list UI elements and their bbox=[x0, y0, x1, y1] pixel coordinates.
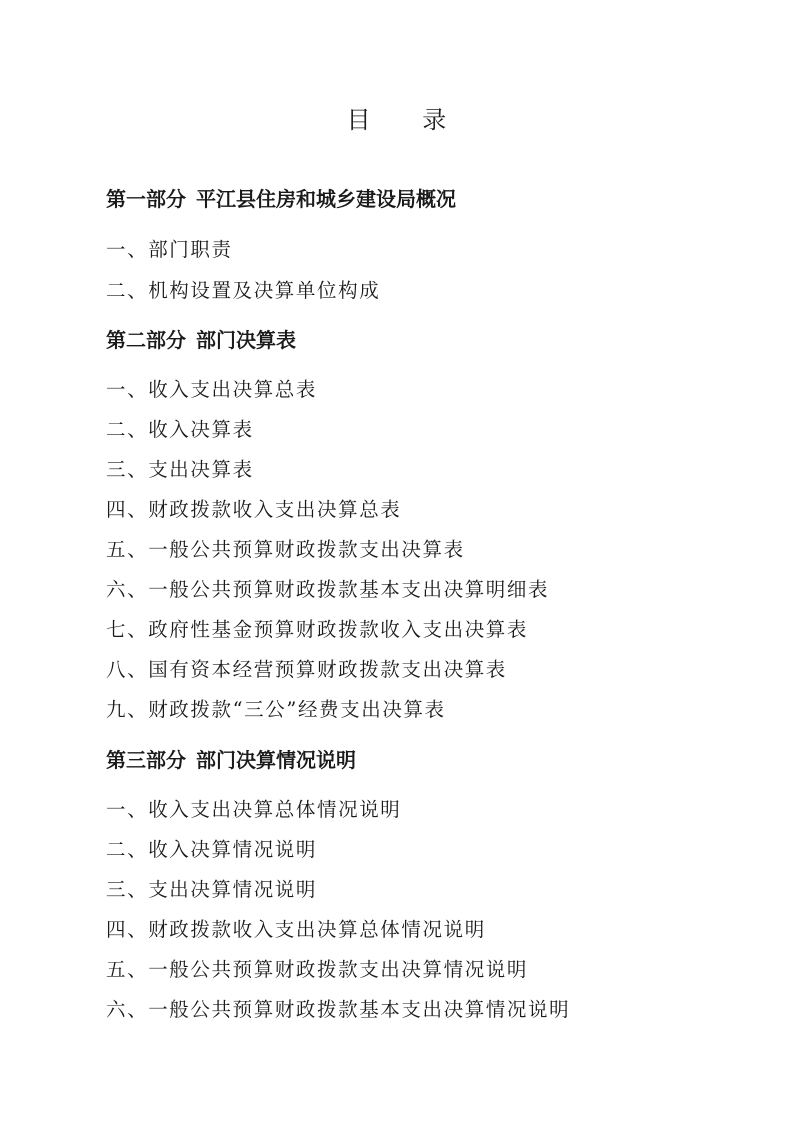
toc-item: 二、收入决算表 bbox=[106, 418, 254, 441]
part-3-name: 部门决算情况说明 bbox=[196, 748, 356, 772]
toc-item: 一、收入支出决算总表 bbox=[106, 378, 318, 401]
toc-item: 三、支出决算表 bbox=[106, 458, 254, 481]
toc-item: 一、部门职责 bbox=[106, 238, 233, 261]
toc-item: 四、财政拨款收入支出决算总体情况说明 bbox=[106, 918, 486, 941]
part-3-heading bbox=[106, 748, 356, 772]
toc-item: 一、收入支出决算总体情况说明 bbox=[106, 798, 402, 821]
toc-item: 三、支出决算情况说明 bbox=[106, 878, 318, 901]
part-1-label: 第一部分 bbox=[106, 187, 186, 211]
toc-item: 五、一般公共预算财政拨款支出决算情况说明 bbox=[106, 958, 529, 981]
part-2-name: 部门决算表 bbox=[196, 328, 296, 352]
toc-title: 目 录 bbox=[346, 106, 469, 134]
part-1-heading bbox=[106, 187, 456, 211]
toc-item: 二、机构设置及决算单位构成 bbox=[106, 279, 381, 302]
part-3-label: 第三部分 bbox=[106, 748, 186, 772]
toc-item: 二、收入决算情况说明 bbox=[106, 838, 318, 861]
toc-item: 六、一般公共预算财政拨款基本支出决算明细表 bbox=[106, 578, 550, 601]
toc-item: 六、一般公共预算财政拨款基本支出决算情况说明 bbox=[106, 998, 571, 1021]
toc-item: 五、一般公共预算财政拨款支出决算表 bbox=[106, 538, 465, 561]
toc-item: 四、财政拨款收入支出决算总表 bbox=[106, 498, 402, 521]
part-2-heading bbox=[106, 328, 296, 352]
toc-item: 八、国有资本经营预算财政拨款支出决算表 bbox=[106, 658, 507, 681]
toc-item: 九、财政拨款“三公”经费支出决算表 bbox=[106, 698, 446, 721]
part-1-name: 平江县住房和城乡建设局概况 bbox=[196, 187, 456, 211]
part-2-label: 第二部分 bbox=[106, 328, 186, 352]
toc-item: 七、政府性基金预算财政拨款收入支出决算表 bbox=[106, 618, 529, 641]
